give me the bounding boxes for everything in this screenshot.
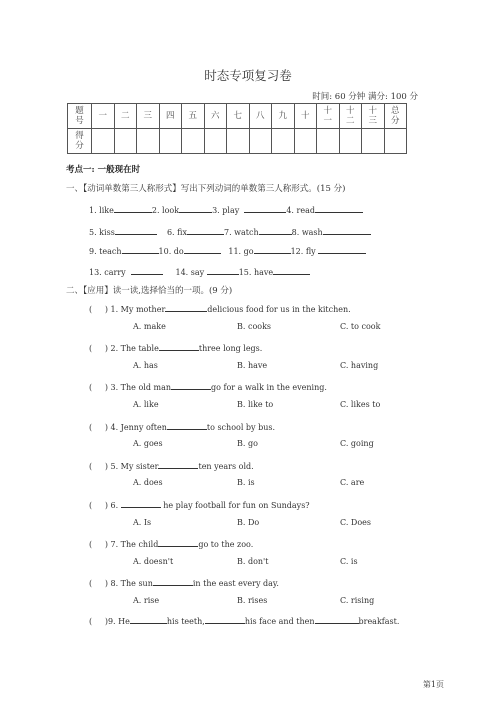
- option-b[interactable]: B. have: [237, 360, 268, 370]
- answer-blank[interactable]: [323, 225, 371, 235]
- option-b[interactable]: B. Do: [237, 517, 260, 527]
- col-12: 十 二: [339, 104, 362, 129]
- question-stem-end: three long legs.: [198, 344, 263, 354]
- answer-blank[interactable]: [171, 380, 211, 390]
- col-5: 五: [182, 104, 205, 129]
- answer-paren[interactable]: (: [89, 422, 93, 432]
- question-stem-end: delicious food for us in the kitchen.: [207, 305, 351, 314]
- option-a[interactable]: A. make: [133, 321, 166, 331]
- score-cell[interactable]: [384, 129, 407, 154]
- col-4: 四: [159, 104, 182, 129]
- option-b[interactable]: B. go: [237, 439, 258, 449]
- answer-blank[interactable]: [165, 302, 207, 312]
- option-c[interactable]: C. is: [340, 556, 358, 566]
- score-cell[interactable]: [182, 129, 205, 154]
- section2-heading: 二、【应用】读一读,选择恰当的一项。(9 分): [66, 286, 233, 296]
- answer-blank[interactable]: [259, 225, 292, 235]
- col-3: 三: [137, 104, 160, 129]
- answer-blank[interactable]: [114, 203, 152, 213]
- question-stem-end: go for a walk in the evening.: [211, 383, 327, 393]
- option-a[interactable]: A. does: [133, 478, 163, 488]
- question-stem: ) 4. Jenny often: [104, 422, 167, 432]
- question-1: [89, 302, 351, 314]
- option-a[interactable]: A. has: [133, 360, 158, 370]
- option-c[interactable]: C. are: [340, 478, 365, 488]
- verb-row-3: 9. teach 10. do 11. go 12. fly: [89, 244, 366, 256]
- score-table-score-row: [68, 129, 407, 154]
- option-c[interactable]: C. Does: [340, 517, 371, 527]
- option-a[interactable]: A. goes: [133, 439, 163, 449]
- option-b[interactable]: B. rises: [237, 595, 268, 605]
- score-cell[interactable]: [249, 129, 272, 154]
- answer-blank[interactable]: [179, 203, 212, 213]
- verb-row-4: 13. carry 14. say 15. have: [89, 265, 310, 277]
- option-c[interactable]: C. going: [340, 439, 374, 449]
- answer-blank[interactable]: [205, 614, 245, 624]
- answer-blank[interactable]: [254, 244, 291, 254]
- col-total: 总 分: [384, 104, 407, 129]
- page-number: 第1页: [422, 680, 444, 689]
- col-2: 二: [114, 104, 137, 129]
- option-c[interactable]: C. likes to: [340, 399, 381, 409]
- answer-paren[interactable]: (: [89, 305, 93, 314]
- answer-paren[interactable]: (: [89, 501, 93, 510]
- col-6: 六: [204, 104, 227, 129]
- answer-blank[interactable]: [131, 265, 163, 275]
- score-cell[interactable]: [114, 129, 137, 154]
- answer-paren[interactable]: (: [89, 461, 93, 471]
- col-10: 十: [294, 104, 317, 129]
- answer-blank[interactable]: [318, 244, 366, 254]
- score-cell[interactable]: [227, 129, 250, 154]
- option-a[interactable]: A. like: [133, 399, 159, 409]
- question-stem: ) 7. The child: [104, 540, 159, 550]
- question-stem: ) 3. The old man: [104, 383, 171, 393]
- answer-blank[interactable]: [159, 341, 199, 351]
- score-cell[interactable]: [362, 129, 385, 154]
- question-stem-end: ten years old.: [198, 461, 254, 471]
- verb-row-1: 1. like 2. look 3. play 4. read: [89, 203, 363, 215]
- option-b[interactable]: B. is: [237, 478, 255, 488]
- option-c[interactable]: C. rising: [340, 595, 375, 605]
- score-cell[interactable]: [159, 129, 182, 154]
- score-cell[interactable]: [339, 129, 362, 154]
- question-8: [89, 576, 279, 588]
- question-4: [89, 420, 275, 432]
- col-8: 八: [249, 104, 272, 129]
- answer-blank[interactable]: [115, 225, 157, 235]
- question-6: [89, 498, 310, 510]
- answer-blank[interactable]: [207, 265, 239, 275]
- question-stem: ) 1. My mother: [104, 305, 166, 314]
- option-b[interactable]: B. don't: [237, 556, 269, 566]
- answer-blank[interactable]: [121, 498, 161, 508]
- page-title: 时态专项复习卷: [204, 68, 292, 83]
- question-stem-end: to school by bus.: [206, 422, 276, 432]
- answer-paren[interactable]: (: [89, 383, 93, 393]
- answer-blank[interactable]: [244, 203, 286, 213]
- score-cell[interactable]: [137, 129, 160, 154]
- score-cell[interactable]: [317, 129, 340, 154]
- answer-paren[interactable]: (: [89, 540, 93, 550]
- col-7: 七: [227, 104, 250, 129]
- question-stem-end: go to the zoo.: [198, 540, 254, 550]
- answer-paren[interactable]: (: [89, 579, 93, 589]
- answer-blank[interactable]: [153, 576, 193, 586]
- col-9: 九: [272, 104, 295, 129]
- option-a[interactable]: A. doesn't: [133, 556, 174, 566]
- question-stem: ) 2. The table: [104, 344, 159, 354]
- score-table-header-label: 题 号: [68, 104, 92, 129]
- kaodian-heading: 考点一: 一般现在时: [66, 165, 141, 175]
- question-stem: ) 6.: [104, 501, 119, 510]
- answer-paren[interactable]: (: [89, 344, 93, 354]
- question-7: [89, 537, 253, 549]
- question-2: [89, 341, 262, 353]
- question-9: ( )9. He his teeth, his face and then breakfast.: [89, 614, 399, 626]
- answer-blank[interactable]: [315, 203, 363, 213]
- answer-blank[interactable]: [315, 614, 359, 624]
- score-table-score-label: 得 分: [68, 129, 92, 154]
- answer-blank[interactable]: [130, 614, 167, 624]
- section1-heading: 一、【动词单数第三人称形式】写出下列动词的单数第三人称形式。(15 分): [66, 184, 346, 194]
- answer-blank[interactable]: [184, 244, 221, 254]
- answer-blank[interactable]: [187, 225, 224, 235]
- option-c[interactable]: C. to cook: [340, 321, 381, 331]
- score-table: [67, 103, 407, 154]
- exam-meta: 时间: 60 分钟 满分: 100 分: [312, 92, 418, 102]
- verb-row-2: 5. kiss 6. fix 7. watch 8. wash: [89, 225, 371, 237]
- option-c[interactable]: C. having: [340, 360, 379, 370]
- score-table-header-row: [68, 104, 407, 129]
- score-cell[interactable]: [92, 129, 115, 154]
- question-3: [89, 380, 327, 392]
- option-a[interactable]: A. Is: [133, 517, 152, 527]
- score-cell[interactable]: [294, 129, 317, 154]
- col-11: 十 一: [317, 104, 340, 129]
- question-stem-end: he play football for fun on Sundays?: [163, 501, 310, 510]
- col-13: 十 三: [362, 104, 385, 129]
- option-b[interactable]: B. like to: [237, 399, 274, 409]
- answer-blank[interactable]: [273, 265, 310, 275]
- answer-blank[interactable]: [158, 537, 198, 547]
- score-cell[interactable]: [204, 129, 227, 154]
- answer-blank[interactable]: [158, 459, 198, 469]
- question-stem: ) 5. My sister: [104, 461, 159, 471]
- score-cell[interactable]: [272, 129, 295, 154]
- answer-blank[interactable]: [167, 420, 207, 430]
- question-stem: ) 8. The sun: [104, 579, 153, 589]
- option-a[interactable]: A. rise: [133, 595, 160, 605]
- question-stem-end: in the east every day.: [192, 579, 279, 589]
- answer-blank[interactable]: [122, 244, 159, 254]
- question-5: [89, 459, 254, 471]
- option-b[interactable]: B. cooks: [237, 321, 272, 331]
- col-1: 一: [92, 104, 115, 129]
